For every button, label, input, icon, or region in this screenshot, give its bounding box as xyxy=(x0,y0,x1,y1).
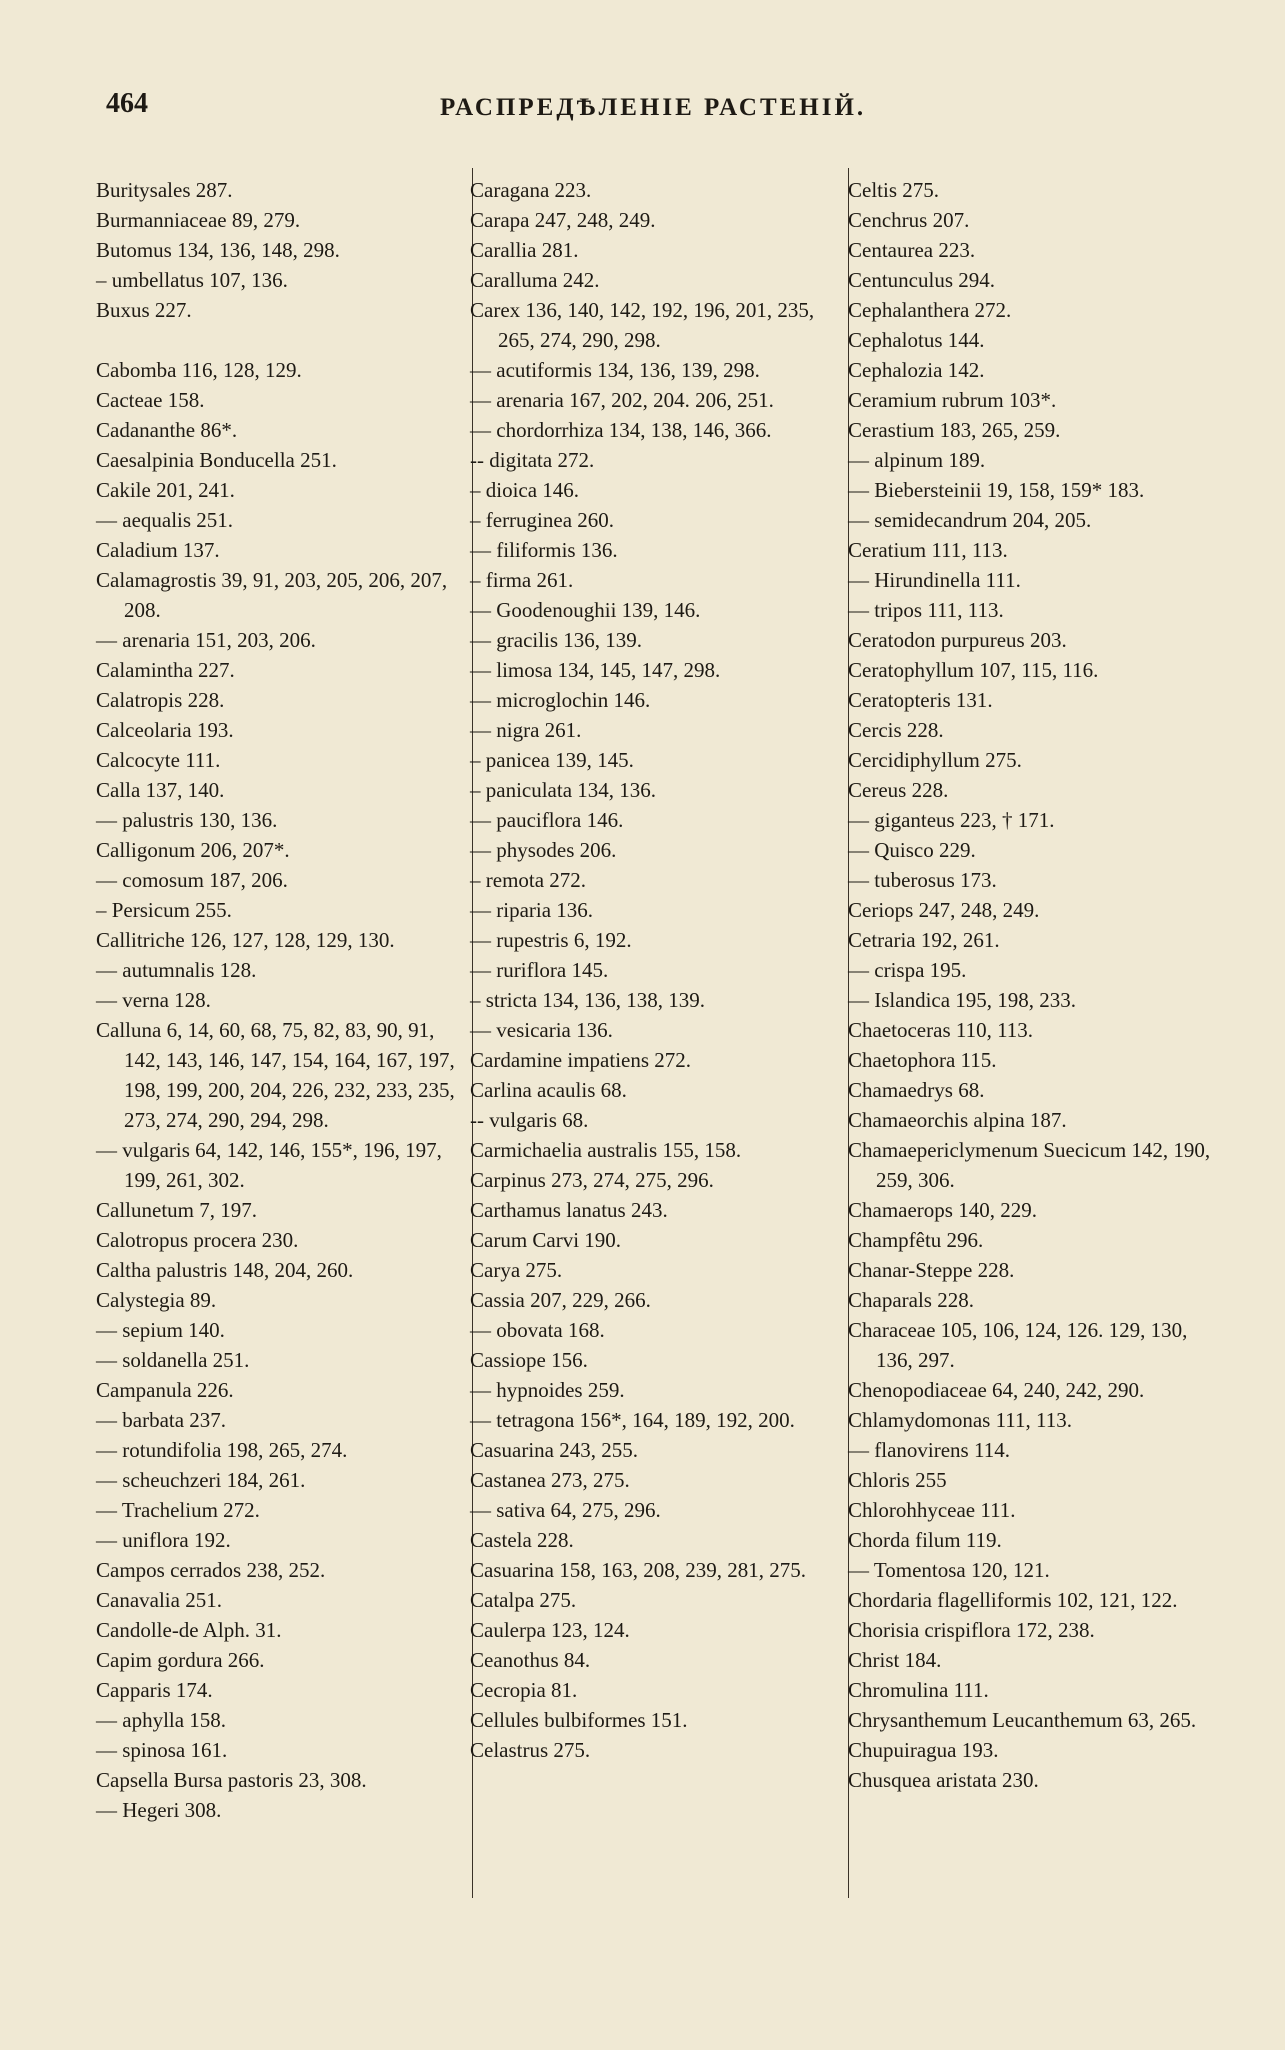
index-entry: Chlorohhyceae 111. xyxy=(848,1498,1016,1522)
index-column-1 xyxy=(96,175,464,1825)
index-entry: — Islandica 195, 198, 233. xyxy=(848,988,1077,1012)
index-entry: – umbellatus 107, 136. xyxy=(96,268,288,292)
index-entry: Caralluma 242. xyxy=(470,268,600,292)
index-entry: — Hegeri 308. xyxy=(96,1798,222,1822)
index-entry: Chaparals 228. xyxy=(848,1288,974,1312)
index-entry: Cabomba 116, 128, 129. xyxy=(96,358,302,382)
index-entry: — comosum 187, 206. xyxy=(96,868,288,892)
index-entry: Canavalia 251. xyxy=(96,1588,222,1612)
index-entry: Chusquea aristata 230. xyxy=(848,1768,1039,1792)
index-entry: Carex 136, 140, 142, 192, 196, 201, 235, 265, 274, 290, 298. xyxy=(470,298,815,352)
index-entry: — nigra 261. xyxy=(470,718,582,742)
index-entry: Candolle-de Alph. 31. xyxy=(96,1618,282,1642)
index-entry: Chromulina 111. xyxy=(848,1678,989,1702)
index-entry: Castanea 273, 275. xyxy=(470,1468,630,1492)
index-entry: — pauciflora 146. xyxy=(470,808,624,832)
index-entry: – panicea 139, 145. xyxy=(470,748,634,772)
index-entry: — soldanella 251. xyxy=(96,1348,250,1372)
index-entry: – stricta 134, 136, 138, 139. xyxy=(470,988,706,1012)
running-head: РАСПРЕДѢЛЕНІЕ РАСТЕНІЙ. xyxy=(440,94,867,121)
index-entry: — Tomentosa 120, 121. xyxy=(848,1558,1050,1582)
index-entry: Caulerpa 123, 124. xyxy=(470,1618,630,1642)
index-entry: -- vulgaris 68. xyxy=(470,1108,589,1132)
index-column-2 xyxy=(470,175,840,1765)
index-entry: Chlamydomonas 111, 113. xyxy=(848,1408,1072,1432)
index-entry: Calotropus procera 230. xyxy=(96,1228,299,1252)
index-entry: Chamaerops 140, 229. xyxy=(848,1198,1037,1222)
index-entry: — semidecandrum 204, 205. xyxy=(848,508,1092,532)
index-entry: — flanovirens 114. xyxy=(848,1438,1010,1462)
index-entry: Characeae 105, 106, 124, 126. 129, 130, 136, 297. xyxy=(848,1318,1188,1372)
index-entry: Cacteae 158. xyxy=(96,388,205,412)
index-entry: Carum Carvi 190. xyxy=(470,1228,622,1252)
index-entry: — scheuchzeri 184, 261. xyxy=(96,1468,306,1492)
index-entry: Chamaedrys 68. xyxy=(848,1078,985,1102)
index-entry: Chorda filum 119. xyxy=(848,1528,1002,1552)
index-entry: — autumnalis 128. xyxy=(96,958,257,982)
index-entry: Calystegia 89. xyxy=(96,1288,217,1312)
index-entry: Callitriche 126, 127, 128, 129, 130. xyxy=(96,928,395,952)
index-entry: Calamagrostis 39, 91, 203, 205, 206, 207, 208. xyxy=(96,568,448,622)
index-entry: — palustris 130, 136. xyxy=(96,808,278,832)
index-entry: Cetraria 192, 261. xyxy=(848,928,1000,952)
index-entry: Calcocyte 111. xyxy=(96,748,221,772)
index-entry: Celtis 275. xyxy=(848,178,940,202)
index-entry: — aequalis 251. xyxy=(96,508,234,532)
index-entry: Chupuiragua 193. xyxy=(848,1738,999,1762)
index-entry: – ferruginea 260. xyxy=(470,508,615,532)
index-entry: Campos cerrados 238, 252. xyxy=(96,1558,326,1582)
index-entry: Chloris 255 xyxy=(848,1468,947,1492)
index-entry: Buritysales 287. xyxy=(96,178,233,202)
index-entry: Carpinus 273, 274, 275, 296. xyxy=(470,1168,714,1192)
index-entry: Casuarina 243, 255. xyxy=(470,1438,638,1462)
index-entry: — sepium 140. xyxy=(96,1318,225,1342)
index-entry: Cephalotus 144. xyxy=(848,328,985,352)
index-entry: Carya 275. xyxy=(470,1258,563,1282)
index-entry: — ruriflora 145. xyxy=(470,958,609,982)
index-entry: — riparia 136. xyxy=(470,898,594,922)
index-entry: Cassia 207, 229, 266. xyxy=(470,1288,651,1312)
index-entry: Chordaria flagelliformis 102, 121, 122. xyxy=(848,1588,1178,1612)
index-entry: — crispa 195. xyxy=(848,958,967,982)
index-entry: – firma 261. xyxy=(470,568,574,592)
index-entry: — giganteus 223, † 171. xyxy=(848,808,1055,832)
index-entry: Butomus 134, 136, 148, 298. xyxy=(96,238,340,262)
index-entry: — verna 128. xyxy=(96,988,211,1012)
index-entry: Ceratodon purpureus 203. xyxy=(848,628,1067,652)
index-entry: — arenaria 167, 202, 204. 206, 251. xyxy=(470,388,774,412)
index-entry: Capparis 174. xyxy=(96,1678,213,1702)
index-entry: — chordorrhiza 134, 138, 146, 366. xyxy=(470,418,772,442)
page-number: 464 xyxy=(106,88,148,119)
index-entry: Calamintha 227. xyxy=(96,658,235,682)
index-entry: Cadananthe 86*. xyxy=(96,418,238,442)
index-entry: Cercidiphyllum 275. xyxy=(848,748,1022,772)
index-entry: Ceratium 111, 113. xyxy=(848,538,1008,562)
index-entry: Castela 228. xyxy=(470,1528,574,1552)
index-column-3 xyxy=(848,175,1216,1795)
index-entry: Cassiope 156. xyxy=(470,1348,588,1372)
index-entry: — filiformis 136. xyxy=(470,538,618,562)
index-entry: Chanar-Steppe 228. xyxy=(848,1258,1015,1282)
index-entry: Capim gordura 266. xyxy=(96,1648,265,1672)
index-entry: Calatropis 228. xyxy=(96,688,225,712)
index-entry: Callunetum 7, 197. xyxy=(96,1198,257,1222)
index-entry: — microglochin 146. xyxy=(470,688,651,712)
index-entry: — vesicaria 136. xyxy=(470,1018,613,1042)
index-entry: Chaetoceras 110, 113. xyxy=(848,1018,1034,1042)
index-entry: Chrysanthemum Leucanthemum 63, 265. xyxy=(848,1708,1197,1732)
index-entry: Chorisia crispiflora 172, 238. xyxy=(848,1618,1095,1642)
index-entry: Cephalozia 142. xyxy=(848,358,985,382)
index-entry: Champfêtu 296. xyxy=(848,1228,984,1252)
index-entry: Chamaeorchis alpina 187. xyxy=(848,1108,1067,1132)
index-entry: Burmanniaceae 89, 279. xyxy=(96,208,301,232)
index-entry: Centaurea 223. xyxy=(848,238,976,262)
index-entry: Centunculus 294. xyxy=(848,268,995,292)
index-entry: Capsella Bursa pastoris 23, 308. xyxy=(96,1768,367,1792)
index-entry: Catalpa 275. xyxy=(470,1588,577,1612)
index-entry: — vulgaris 64, 142, 146, 155*, 196, 197, 199, 261, 302. xyxy=(96,1138,442,1192)
index-entry: — aphylla 158. xyxy=(96,1708,227,1732)
index-entry: Calla 137, 140. xyxy=(96,778,225,802)
index-entry: — acutiformis 134, 136, 139, 298. xyxy=(470,358,760,382)
index-entry: Campanula 226. xyxy=(96,1378,234,1402)
index-entry: Chaetophora 115. xyxy=(848,1048,997,1072)
index-entry: Cakile 201, 241. xyxy=(96,478,235,502)
index-entry: Carallia 281. xyxy=(470,238,579,262)
index-entry: — rotundifolia 198, 265, 274. xyxy=(96,1438,348,1462)
index-entry: Christ 184. xyxy=(848,1648,942,1672)
index-entry: Carlina acaulis 68. xyxy=(470,1078,627,1102)
index-entry: — limosa 134, 145, 147, 298. xyxy=(470,658,721,682)
index-entry: Cephalanthera 272. xyxy=(848,298,1012,322)
index-entry: Calluna 6, 14, 60, 68, 75, 82, 83, 90, 91, 142, 143, 146, 147, 154, 164, 167, 197, 198, 199, 200, 204, 226, 232, 233, 235, 273, 274, 290, 294, 298. xyxy=(96,1018,455,1132)
index-entry: — sativa 64, 275, 296. xyxy=(470,1498,661,1522)
index-entry: — tripos 111, 113. xyxy=(848,598,1004,622)
index-entry: Cercis 228. xyxy=(848,718,944,742)
index-entry: — rupestris 6, 192. xyxy=(470,928,632,952)
index-entry: — Goodenoughii 139, 146. xyxy=(470,598,701,622)
index-entry: Chenopodiaceae 64, 240, 242, 290. xyxy=(848,1378,1145,1402)
index-entry: Calligonum 206, 207*. xyxy=(96,838,290,862)
index-entry: – paniculata 134, 136. xyxy=(470,778,657,802)
index-entry: – remota 272. xyxy=(470,868,587,892)
index-entry: — alpinum 189. xyxy=(848,448,986,472)
index-entry: Celastrus 275. xyxy=(470,1738,591,1762)
index-entry: — Biebersteinii 19, 158, 159* 183. xyxy=(848,478,1145,502)
index-entry: Buxus 227. xyxy=(96,298,192,322)
index-entry: Caltha palustris 148, 204, 260. xyxy=(96,1258,354,1282)
index-entry: – dioica 146. xyxy=(470,478,580,502)
index-entry: Ceriops 247, 248, 249. xyxy=(848,898,1040,922)
index-entry: Ceratopteris 131. xyxy=(848,688,993,712)
index-entry: Caesalpinia Bonducella 251. xyxy=(96,448,337,472)
index-entry: Cellules bulbiformes 151. xyxy=(470,1708,688,1732)
index-entry: Caragana 223. xyxy=(470,178,592,202)
index-entry: Carapa 247, 248, 249. xyxy=(470,208,656,232)
index-entry: Cecropia 81. xyxy=(470,1678,578,1702)
index-entry: Calceolaria 193. xyxy=(96,718,234,742)
index-entry: — obovata 168. xyxy=(470,1318,605,1342)
index-entry: Caladium 137. xyxy=(96,538,220,562)
index-entry: Cerastium 183, 265, 259. xyxy=(848,418,1061,442)
index-entry: — tetragona 156*, 164, 189, 192, 200. xyxy=(470,1408,795,1432)
index-entry: -- digitata 272. xyxy=(470,448,595,472)
index-entry: — barbata 237. xyxy=(96,1408,227,1432)
index-entry: Carthamus lanatus 243. xyxy=(470,1198,668,1222)
index-entry: — physodes 206. xyxy=(470,838,617,862)
index-entry: Ceramium rubrum 103*. xyxy=(848,388,1057,412)
index-entry: — uniflora 192. xyxy=(96,1528,231,1552)
index-entry: — arenaria 151, 203, 206. xyxy=(96,628,316,652)
index-entry: Ceratophyllum 107, 115, 116. xyxy=(848,658,1099,682)
index-entry: — gracilis 136, 139. xyxy=(470,628,643,652)
index-entry: — Quisco 229. xyxy=(848,838,976,862)
index-entry: Cenchrus 207. xyxy=(848,208,970,232)
index-entry: Carmichaelia australis 155, 158. xyxy=(470,1138,742,1162)
index-entry: – Persicum 255. xyxy=(96,898,232,922)
index-entry: — tuberosus 173. xyxy=(848,868,997,892)
index-entry: — Hirundinella 111. xyxy=(848,568,1021,592)
section-gap xyxy=(96,325,464,355)
index-entry: — Trachelium 272. xyxy=(96,1498,260,1522)
index-entry: — hypnoides 259. xyxy=(470,1378,625,1402)
index-entry: — spinosa 161. xyxy=(96,1738,228,1762)
index-entry: Chamaepericlymenum Suecicum 142, 190, 259, 306. xyxy=(848,1138,1211,1192)
index-entry: Ceanothus 84. xyxy=(470,1648,591,1672)
index-entry: Casuarina 158, 163, 208, 239, 281, 275. xyxy=(470,1558,806,1582)
index-entry: Cardamine impatiens 272. xyxy=(470,1048,692,1072)
index-entry: Cereus 228. xyxy=(848,778,949,802)
